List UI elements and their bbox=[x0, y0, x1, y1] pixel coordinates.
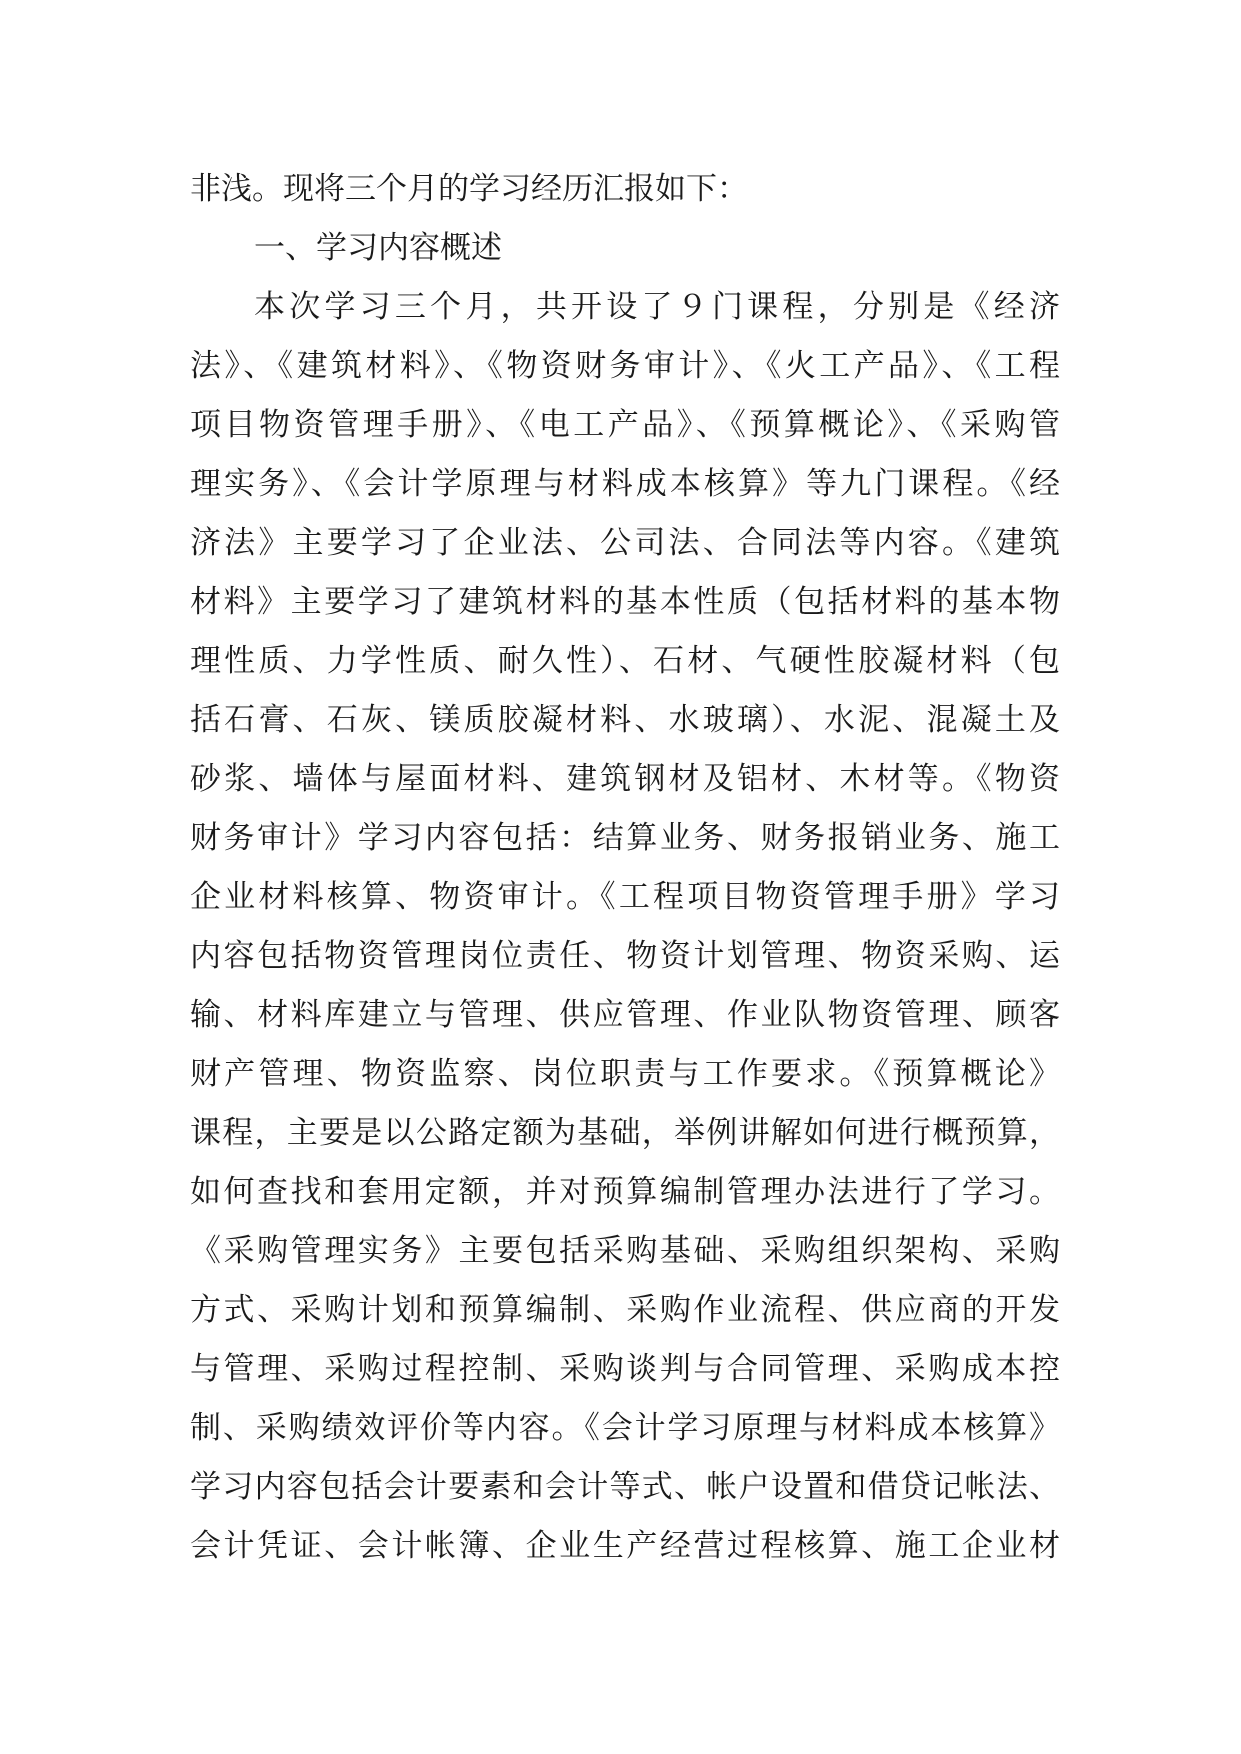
text-line: 方式、采购计划和预算编制、采购作业流程、供应商的开发 bbox=[190, 1292, 1060, 1328]
text-line: 课程，主要是以公路定额为基础，举例讲解如何进行概预算， bbox=[190, 1115, 1060, 1151]
text-line: 括石膏、石灰、镁质胶凝材料、水玻璃）、水泥、混凝土及 bbox=[190, 702, 1060, 738]
text-line: 济法》主要学习了企业法、公司法、合同法等内容。《建筑 bbox=[190, 525, 1060, 561]
text-line: 输、材料库建立与管理、供应管理、作业队物资管理、顾客 bbox=[190, 997, 1060, 1033]
text-line: 理性质、力学性质、耐久性）、石材、气硬性胶凝材料（包 bbox=[190, 643, 1060, 679]
section-heading: 一、学习内容概述 bbox=[254, 230, 502, 266]
text-line: 内容包括物资管理岗位责任、物资计划管理、物资采购、运 bbox=[190, 938, 1060, 974]
text-line: 制、采购绩效评价等内容。《会计学习原理与材料成本核算》 bbox=[190, 1410, 1060, 1446]
text-line: 《采购管理实务》主要包括采购基础、采购组织架构、采购 bbox=[190, 1233, 1060, 1269]
text-line: 如何查找和套用定额，并对预算编制管理办法进行了学习。 bbox=[190, 1174, 1060, 1210]
text-line: 企业材料核算、物资审计。《工程项目物资管理手册》学习 bbox=[190, 879, 1060, 915]
text-line: 财产管理、物资监察、岗位职责与工作要求。《预算概论》 bbox=[190, 1056, 1060, 1092]
text-line: 砂浆、墙体与屋面材料、建筑钢材及铝材、木材等。《物资 bbox=[190, 761, 1060, 797]
text-line: 项目物资管理手册》、《电工产品》、《预算概论》、《采购管 bbox=[190, 407, 1060, 443]
text-line: 学习内容包括会计要素和会计等式、帐户设置和借贷记帐法、 bbox=[190, 1469, 1060, 1505]
text-line: 法》、《建筑材料》、《物资财务审计》、《火工产品》、《工程 bbox=[190, 348, 1060, 384]
text-line: 理实务》、《会计学原理与材料成本核算》等九门课程。《经 bbox=[190, 466, 1060, 502]
text-line: 材料》主要学习了建筑材料的基本性质（包括材料的基本物 bbox=[190, 584, 1060, 620]
text-line: 财务审计》学习内容包括：结算业务、财务报销业务、施工 bbox=[190, 820, 1060, 856]
text-line: 与管理、采购过程控制、采购谈判与合同管理、采购成本控 bbox=[190, 1351, 1060, 1387]
text-line: 非浅。现将三个月的学习经历汇报如下： bbox=[190, 171, 748, 207]
text-line: 会计凭证、会计帐簿、企业生产经营过程核算、施工企业材 bbox=[190, 1528, 1060, 1564]
document-body bbox=[190, 160, 1060, 1576]
text-line: 本次学习三个月，共开设了９门课程，分别是《经济 bbox=[254, 289, 1060, 325]
